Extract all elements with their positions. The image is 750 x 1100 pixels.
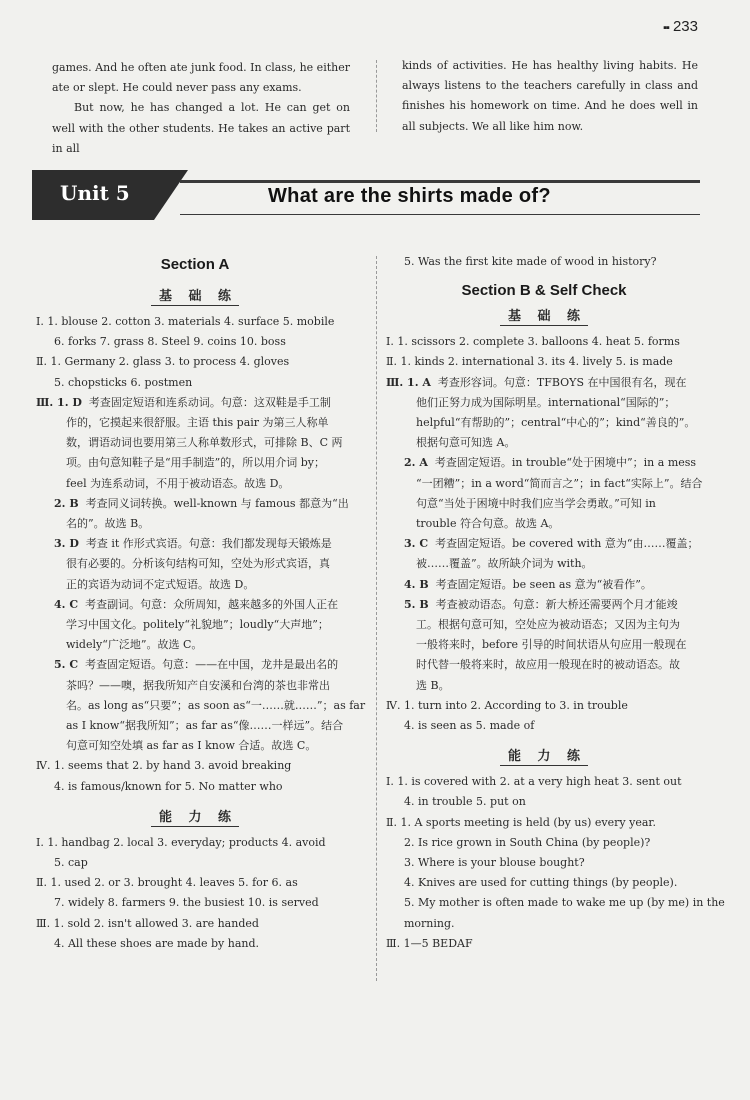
top-right-text (402, 56, 698, 137)
answer-line: Ⅰ. 1. blouse 2. cotton 3. materials 4. surface 5. mobile (36, 315, 335, 328)
answer-line: 4. is famous/known for 5. No matter who (54, 779, 283, 793)
answer-line: Ⅱ. 1. Germany 2. glass 3. to process 4. gloves (36, 355, 290, 369)
analysis-item: 3. D 考查 it 作形式宾语。句意：我们都发现每天锻炼是 很有必要的。分析该句结构可知，空处为形式宾语，真 正的宾语为动词不定式短语。故选 D。 (54, 537, 332, 591)
answer-line: Ⅰ. 1. scissors 2. complete 3. balloons 4. heat 5. forms (386, 335, 680, 349)
analysis-item: 2. A 考查固定短语。in trouble“处于困境中”；in a mess “一团糟”；in a word“简而言之”；in fact“实际上”。结合 句意“当处于困境中时我们应当学会勇敢。”可知 in trouble 符合句意。故选 A。 (404, 456, 703, 531)
answer-line: Ⅳ. 1. turn into 2. According to 3. in trouble (386, 698, 628, 712)
unit-header (32, 168, 700, 222)
answer-line: 4. All these shoes are made by hand. (54, 936, 260, 950)
answer-line: 7. widely 8. farmers 9. the busiest 10. is served (54, 896, 319, 910)
subsection-title: 基 础 练 (386, 304, 702, 330)
section-title: Section B & Self Check (461, 282, 627, 300)
analysis-item: 4. B 考查固定短语。be seen as 意为“被看作”。 (404, 577, 652, 591)
header-rule (180, 214, 700, 215)
section-title: Section A (160, 256, 230, 273)
answer-line: 2. Is rice grown in South China (by people)? (404, 835, 651, 849)
paragraph: But now, he has changed a lot. He can get on well with the other students. He takes an active part in all (52, 101, 350, 155)
analysis-item: 5. B 考查被动语态。句意：新大桥还需要两个月才能竣 工。根据句意可知，空处应为被动语态；又因为主句为 一般将来时，before 引导的时间状语从句应用一般现在 时代替一般将来时，故应用一般现在时的被动语态。故 选 B。 (404, 597, 687, 692)
answer-line: Ⅲ. 1. sold 2. isn't allowed 3. are handed (36, 916, 259, 930)
analysis-item: 3. C 考查固定短语。be covered with 意为“由……覆盖； 被……覆盖”。故所缺介词为 with。 (404, 537, 699, 571)
answer-line: Ⅱ. 1. kinds 2. international 3. its 4. lively 5. is made (386, 355, 673, 369)
column-divider (376, 60, 377, 132)
unit-badge: Unit 5 (32, 170, 154, 220)
analysis-item: Ⅲ. 1. D 考查固定短语和连系动词。句意：这双鞋是手工制 作的，它摸起来很舒服。主语 this pair 为第三人称单 数，谓语动词也要用第三人称单数形式，可排除 B、C 两 项。由句意知鞋子是“用手制造”的，所以用介词 by； feel 为连系动词，不用于被动语态。故选 D。 (36, 395, 343, 490)
subsection-title: 能 力 练 (36, 805, 354, 831)
answer-line: 4. is seen as 5. made of (404, 719, 535, 733)
answer-line: Ⅲ. 1—5 BEDAF (386, 936, 473, 950)
analysis-item: 5. C 考查固定短语。句意：——在中国，龙井是最出名的 茶吗？——噢，据我所知产自安溪和台湾的茶也非常出 名。as long as“只要”；as soon as“一……就……”；as far as I know“据我所知”；as far as“像……一样远”。结合 句意可知空处填 as far as I know 合适。故选 C。 (54, 658, 366, 753)
page-number: ▪▪ 233 (663, 18, 698, 35)
answer-line: Ⅳ. 1. seems that 2. by hand 3. avoid breaking (36, 759, 292, 773)
answer-line: Ⅰ. 1. is covered with 2. at a very high heat 3. sent out (386, 775, 682, 789)
top-left-text (52, 58, 350, 159)
answer-line: morning. (404, 916, 455, 930)
unit-badge-tail (154, 170, 188, 220)
subsection-title: 基 础 练 (36, 284, 354, 310)
analysis-item: 4. C 考查副词。句意：众所周知，越来越多的外国人正在 学习中国文化。politely“礼貌地”；loudly“大声地”； widely“广泛地”。故选 C。 (54, 597, 339, 652)
answer-line: 5. Was the first kite made of wood in history? (404, 255, 657, 268)
answer-line: Ⅱ. 1. A sports meeting is held (by us) every year. (386, 815, 656, 829)
answer-line: 5. My mother is often made to wake me up (by me) in the (404, 896, 725, 910)
unit-title: What are the shirts made of? (268, 185, 551, 207)
paragraph: games. And he often ate junk food. In class, he either ate or slept. He could never pass any exams. (52, 61, 350, 95)
answer-line: 6. forks 7. grass 8. Steel 9. coins 10. boss (54, 335, 286, 349)
paragraph: kinds of activities. He has healthy living habits. He always listens to the teachers carefully in class and finishes his homework on time. And he does well in all subjects. We all like him now. (402, 59, 698, 133)
answer-line: 4. Knives are used for cutting things (by people). (404, 876, 678, 890)
answer-line: 3. Where is your blouse bought? (404, 856, 585, 870)
subsection-title: 能 力 练 (386, 744, 702, 770)
answer-line: 5. chopsticks 6. postmen (54, 375, 193, 389)
answer-line: Ⅰ. 1. handbag 2. local 3. everyday; products 4. avoid (36, 835, 326, 849)
answer-line: 5. cap (54, 856, 88, 870)
analysis-item: 2. B 考查同义词转换。well-known 与 famous 都意为“出 名的”。故选 B。 (54, 496, 349, 531)
left-column (36, 252, 366, 954)
analysis-item: Ⅲ. 1. A 考查形容词。句意：TFBOYS 在中国很有名，现在 他们正努力成为国际明星。international“国际的”； helpful“有帮助的”；central“中心的”；kind“善良的”。 根据句意可知选 A。 (386, 375, 696, 450)
column-divider (376, 256, 377, 981)
answer-line: Ⅱ. 1. used 2. or 3. brought 4. leaves 5. for 6. as (36, 876, 298, 890)
header-rule (180, 180, 700, 183)
answer-line: 4. in trouble 5. put on (404, 795, 526, 809)
page-dots-icon: ▪▪ (663, 22, 669, 34)
right-column (386, 252, 725, 954)
